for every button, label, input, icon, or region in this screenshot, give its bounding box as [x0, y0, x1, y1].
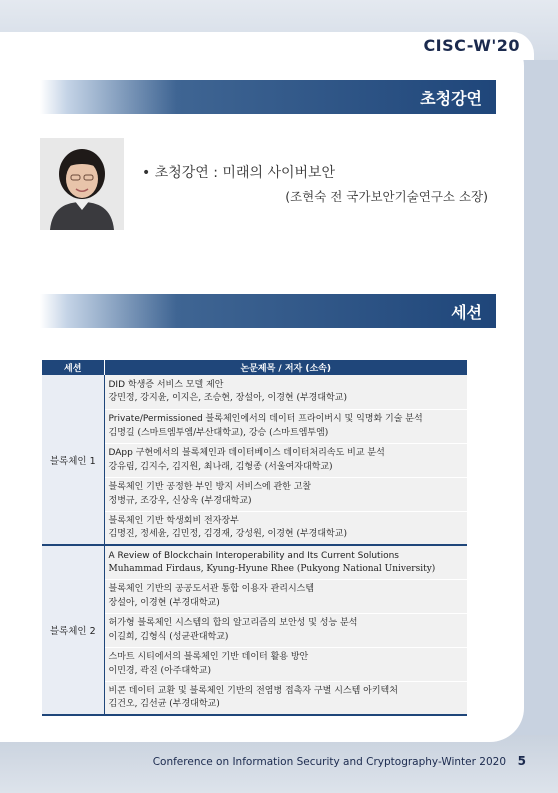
session-name: 블록체인 2	[42, 545, 104, 715]
paper-title: 스마트 시티에서의 블록체인 기반 데이터 활용 방안	[108, 652, 309, 663]
paper-cell	[104, 409, 467, 443]
paper-authors: 이민경, 곽진 (아주대학교)	[108, 665, 212, 676]
paper-authors: 장설아, 이경현 (부경대학교)	[108, 597, 220, 608]
page-number: 5	[517, 754, 526, 768]
table-row	[42, 409, 467, 443]
paper-title: 블록체인 기반 학생회비 전자장부	[108, 516, 239, 527]
table-row	[42, 681, 467, 715]
table-row	[42, 579, 467, 613]
paper-authors: 김명진, 정세윤, 김민정, 김경재, 강성원, 이경현 (부경대학교)	[108, 529, 347, 540]
table-row	[42, 443, 467, 477]
paper-authors: 이길희, 김형식 (성균관대학교)	[108, 631, 229, 642]
table-row	[42, 545, 467, 579]
table-row	[42, 511, 467, 545]
table-row	[42, 477, 467, 511]
table-row	[42, 647, 467, 681]
paper-cell	[104, 681, 467, 715]
paper-cell	[104, 511, 467, 545]
paper-cell	[104, 375, 467, 409]
keynote-section-title: 초청강연	[420, 89, 482, 108]
header-session: 세션	[42, 360, 104, 375]
paper-title: DID 학생증 서비스 모델 제안	[108, 380, 224, 391]
paper-cell	[104, 477, 467, 511]
paper-authors: 강유림, 김지수, 김지원, 최나래, 김형종 (서울여자대학교)	[108, 461, 333, 472]
table-row	[42, 375, 467, 409]
paper-authors: 김건오, 김선균 (부경대학교)	[108, 699, 220, 710]
conference-label: CISC-W'20	[423, 36, 520, 55]
table-header-row	[42, 360, 467, 375]
keynote-section-header	[40, 80, 496, 114]
paper-title: A Review of Blockchain Interoperability and Its Current Solutions	[108, 550, 399, 561]
paper-title: DApp 구현에서의 블록체인과 데이터베이스 데이터처리속도 비교 분석	[108, 448, 385, 459]
paper-cell	[104, 647, 467, 681]
keynote-talk: • 초청강연 : 미래의 사이버보안	[142, 165, 336, 181]
keynote-speaker: (조현숙 전 국가보안기술연구소 소장)	[285, 189, 488, 204]
paper-title: 비콘 데이터 교환 및 블록체인 기반의 전염병 접촉자 구별 시스템 아키텍처	[108, 686, 398, 697]
table-row	[42, 613, 467, 647]
paper-title: 블록체인 기반 공정한 부인 방지 서비스에 관한 고찰	[108, 482, 312, 493]
header-paper: 논문제목 / 저자 (소속)	[104, 360, 467, 375]
sessions-section-header	[40, 294, 496, 328]
paper-cell	[104, 443, 467, 477]
speaker-photo	[40, 138, 124, 230]
paper-authors: Muhammad Firdaus, Kyung-Hyune Rhee (Pukyong National University)	[108, 563, 436, 574]
paper-authors: 강민정, 강지윤, 이지은, 조승현, 장설아, 이경현 (부경대학교)	[108, 393, 347, 404]
paper-title: 허가형 블록체인 시스템의 합의 알고리즘의 보안성 및 성능 분석	[108, 618, 358, 629]
paper-authors: 정병규, 조강우, 신상욱 (부경대학교)	[108, 495, 252, 506]
session-name: 블록체인 1	[42, 375, 104, 545]
sessions-table	[42, 360, 467, 716]
paper-title: Private/Permissioned 블록체인에서의 데이터 프라이버시 및 익명화 기술 분석	[108, 414, 423, 425]
paper-cell	[104, 545, 467, 579]
speaker-portrait-icon	[40, 138, 124, 230]
sessions-section-title: 세션	[451, 303, 482, 322]
paper-authors: 김명길 (스마트엠투엠/부산대학교), 강승 (스마트엠투엠)	[108, 427, 329, 438]
footer-conference-name: Conference on Information Security and Cryptography-Winter 2020	[152, 756, 506, 768]
paper-cell	[104, 613, 467, 647]
paper-title: 블록체인 기반의 공공도서관 통합 이용자 관리시스템	[108, 584, 315, 595]
paper-cell	[104, 579, 467, 613]
